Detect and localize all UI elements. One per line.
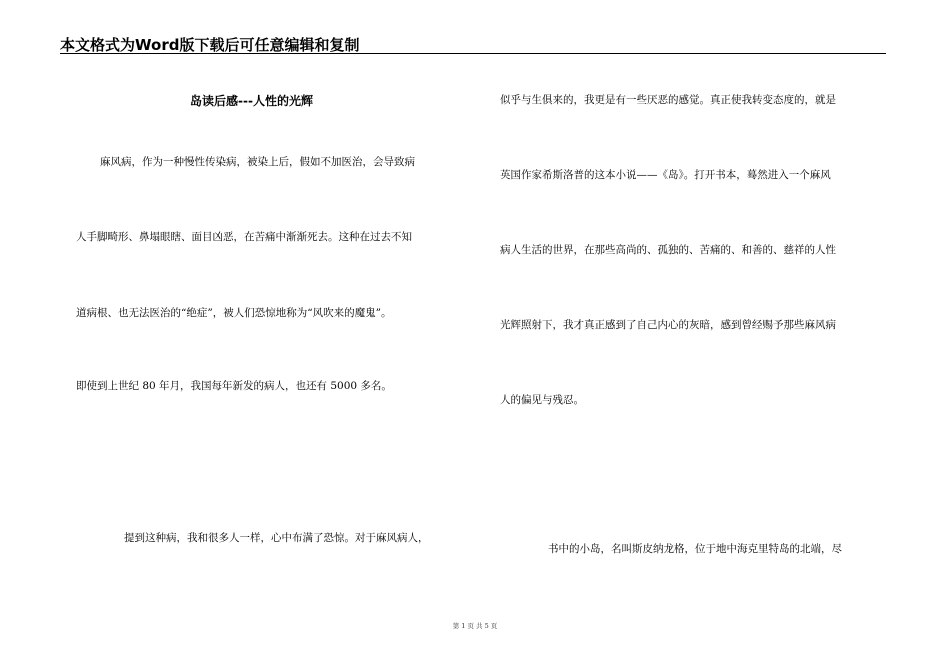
right-column-line: 人的偏见与残忍。 xyxy=(500,394,584,406)
document-title: 岛读后感---人性的光辉 xyxy=(190,94,313,108)
left-column-line: 麻风病，作为一种慢性传染病，被染上后，假如不加医治，会导致病 xyxy=(100,156,415,168)
right-column-line: 似乎与生俱来的，我更是有一些厌恶的感觉。真正使我转变态度的，就是 xyxy=(500,94,836,106)
right-column-line: 光辉照射下，我才真正感到了自己内心的灰暗，感到曾经赐予那些麻风病 xyxy=(500,319,836,331)
left-column-line: 即使到上世纪 80 年月，我国每年新发的病人，也还有 5000 多名。 xyxy=(76,380,392,392)
header-divider xyxy=(60,53,886,54)
left-column-line: 提到这种病，我和很多人一样，心中布满了恐惊。对于麻风病人， xyxy=(124,532,429,544)
right-column-line: 病人生活的世界，在那些高尚的、孤独的、苦痛的、和善的、慈祥的人性 xyxy=(500,244,836,256)
left-column-line: 道病根、也无法医治的“绝症”，被人们恐惊地称为“风吹来的魔鬼”。 xyxy=(76,307,392,319)
page-number-footer: 第 1 页 共 5 页 xyxy=(452,622,498,630)
header-banner: 本文格式为Word版下载后可任意编辑和复制 xyxy=(60,36,360,54)
left-column-line: 人手脚畸形、鼻塌眼瞎、面目凶恶，在苦痛中渐渐死去。这种在过去不知 xyxy=(76,231,412,243)
right-column-line: 英国作家希斯洛普的这本小说——《岛》。打开书本，蓦然进入一个麻风 xyxy=(500,169,831,181)
right-column-line: 书中的小岛，名叫斯皮纳龙格，位于地中海克里特岛的北端，尽 xyxy=(548,543,842,555)
